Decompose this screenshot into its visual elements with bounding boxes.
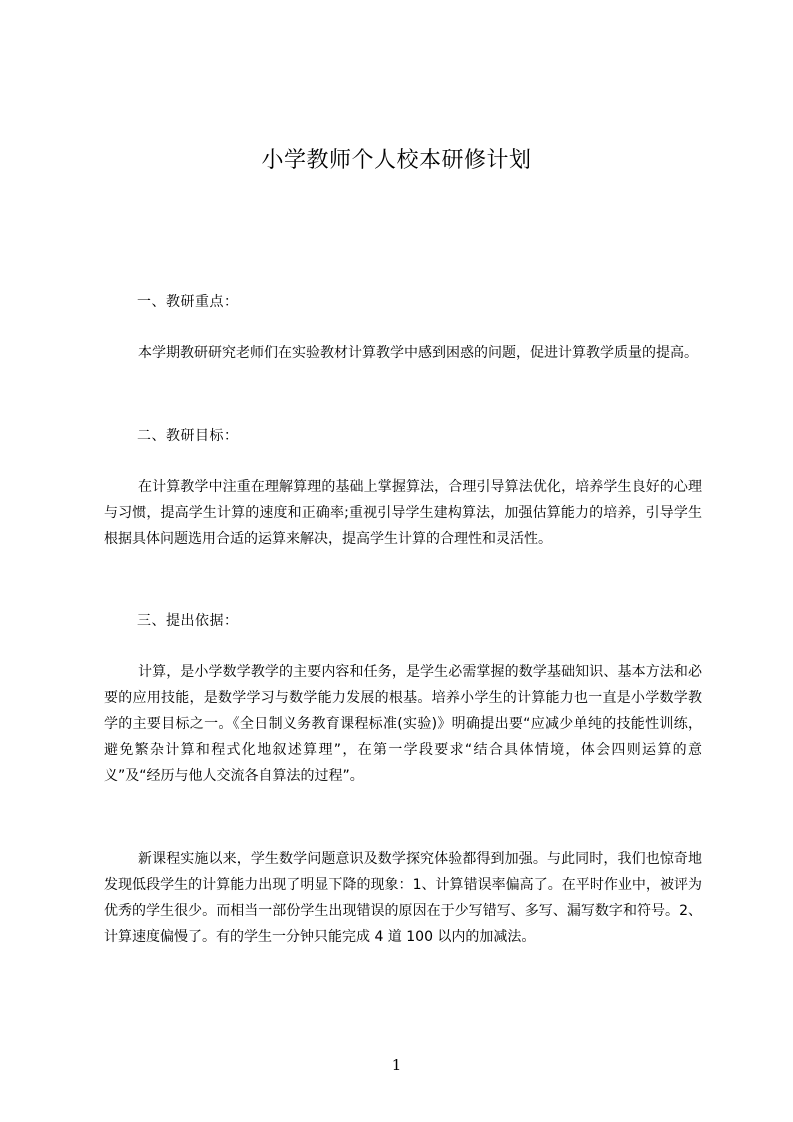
section-heading-focus: 一、教研重点： (137, 294, 239, 310)
section-paragraph-basis-1: 计算，是小学数学教学的主要内容和任务，是学生必需掌握的数学基础知识、基本方法和必要的应用技能，是数学学习与数学能力发展的根基。培养小学生的计算能力也一直是小学数学教学的主要目标之一。《全日制义务教育课程标准(实验)》明确提出要“应减少单纯的技能性训练，避免繁杂计算和程式化地叙述算理”，在第一学段要求“结合具体情境，体会四则运算的意义”及“经历与他人交流各自算法的过程”。 (104, 664, 702, 784)
section-paragraph-focus: 本学期教研研究老师们在实验教材计算教学中感到困惑的问题，促进计算教学质量的提高。 (138, 345, 698, 361)
document-title: 小学教师个人校本研修计划 (261, 148, 532, 173)
section-paragraph-goals: 在计算教学中注重在理解算理的基础上掌握算法，合理引导算法优化，培养学生良好的心理与习惯，提高学生计算的速度和正确率;重视引导学生建构算法，加强估算能力的培养，引导学生根据具体问题选用合适的运算来解决，提高学生计算的合理性和灵活性。 (104, 479, 702, 547)
section-paragraph-basis-2: 新课程实施以来，学生数学问题意识及数学探究体验都得到加强。与此同时，我们也惊奇地发现低段学生的计算能力出现了明显下降的现象：1、计算错误率偏高了。在平时作业中，被评为优秀的学生很少。而相当一部份学生出现错误的原因在于少写错写、多写、漏写数字和符号。2、计算速度偏慢了。有的学生一分钟只能完成 4 道 100 以内的加减法。 (104, 851, 702, 945)
section-heading-basis: 三、提出依据： (137, 613, 239, 629)
section-heading-goals: 二、教研目标： (137, 428, 239, 444)
page-number: 1 (391, 1056, 402, 1074)
